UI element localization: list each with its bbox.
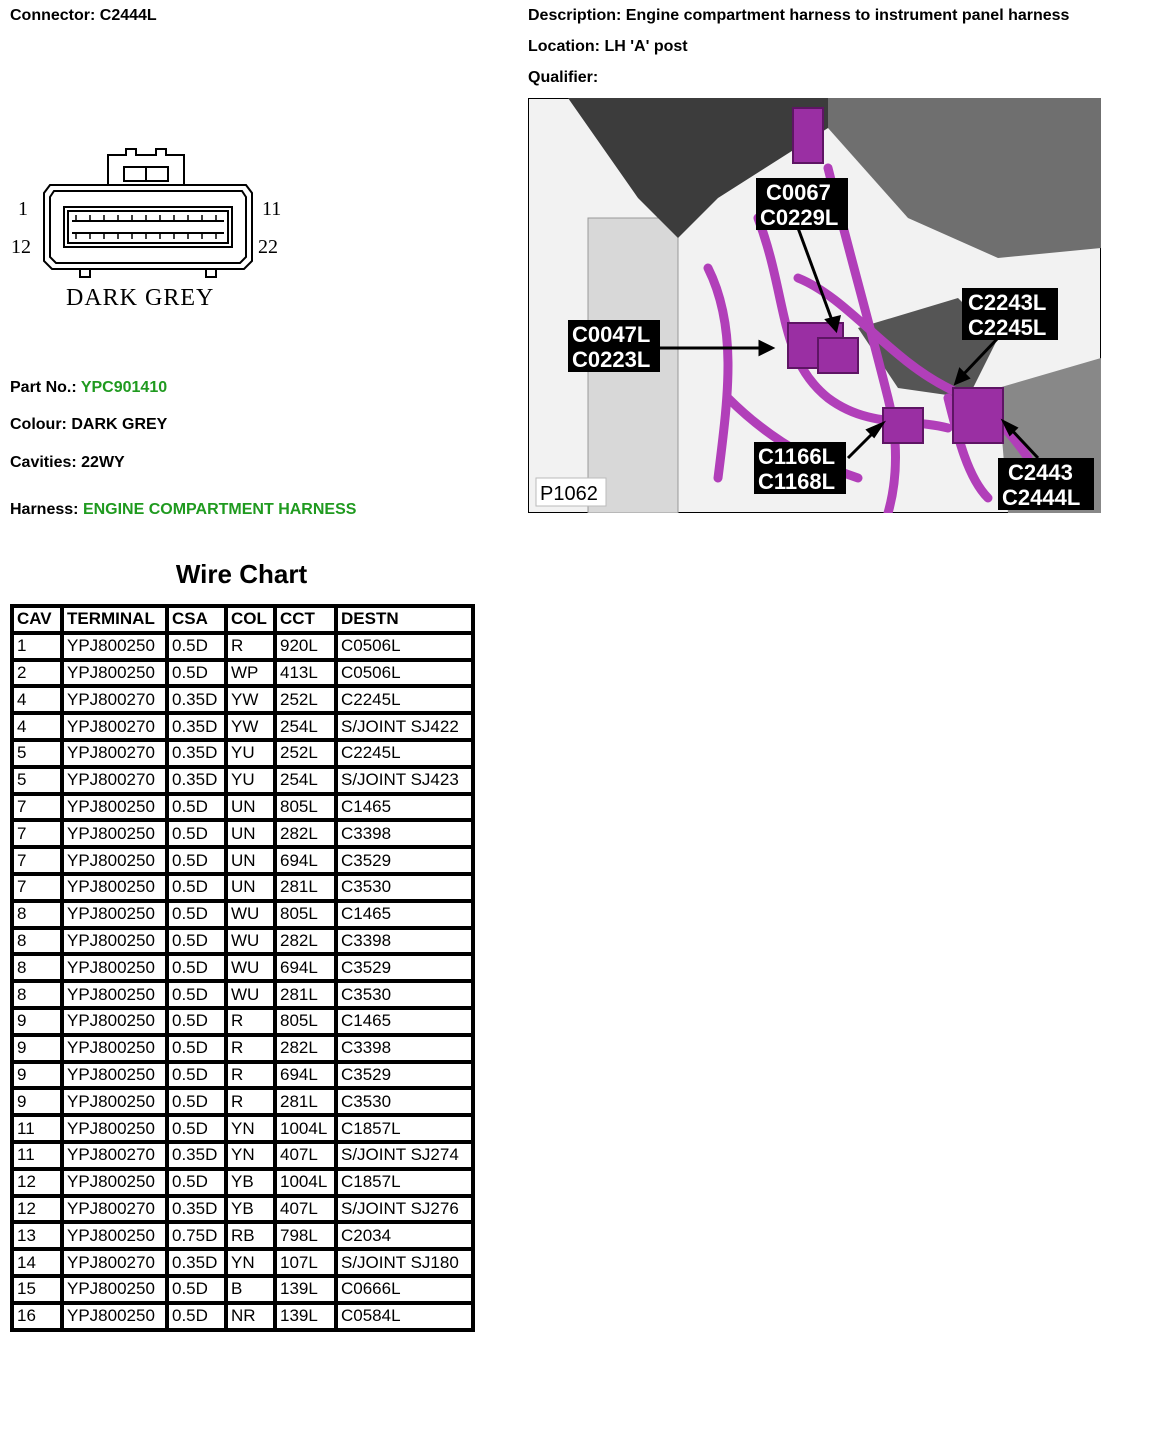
cav-cell: 15 [12, 1276, 62, 1303]
cav-cell: 16 [12, 1303, 62, 1330]
table-row [12, 1142, 473, 1169]
col-cell: YB [226, 1196, 275, 1223]
col-cell: YU [226, 740, 275, 767]
cct-cell: 281L [275, 981, 336, 1008]
callout-c0223l: C0223L [572, 347, 651, 372]
terminal-cell: YPJ800250 [62, 1115, 167, 1142]
terminal-cell: YPJ800250 [62, 1088, 167, 1115]
destn-cell: C3529 [336, 1062, 473, 1089]
table-row [12, 1008, 473, 1035]
csa-cell: 0.5D [167, 820, 226, 847]
callout-c2444l: C2444L [1002, 485, 1081, 510]
csa-cell: 0.5D [167, 901, 226, 928]
terminal-cell: YPJ800250 [62, 794, 167, 821]
cct-cell: 282L [275, 820, 336, 847]
destn-cell: C1465 [336, 1008, 473, 1035]
col-cell: WP [226, 660, 275, 687]
callout-c0047l: C0047L [572, 322, 651, 347]
col-cell: B [226, 1276, 275, 1303]
destn-cell: C2245L [336, 740, 473, 767]
cct-cell: 798L [275, 1222, 336, 1249]
cav-cell: 14 [12, 1249, 62, 1276]
terminal-cell: YPJ800250 [62, 928, 167, 955]
cct-cell: 107L [275, 1249, 336, 1276]
table-row [12, 901, 473, 928]
table-row [12, 713, 473, 740]
description-label: Description: [528, 7, 622, 24]
table-row [12, 981, 473, 1008]
col-cell: UN [226, 820, 275, 847]
csa-cell: 0.5D [167, 874, 226, 901]
destn-cell: C0666L [336, 1276, 473, 1303]
cav-cell: 11 [12, 1115, 62, 1142]
table-row [12, 633, 473, 660]
destn-cell: S/JOINT SJ180 [336, 1249, 473, 1276]
cav-cell: 13 [12, 1222, 62, 1249]
cct-cell: 252L [275, 740, 336, 767]
terminal-cell: YPJ800250 [62, 1276, 167, 1303]
connector-line [10, 7, 157, 25]
csa-cell: 0.35D [167, 740, 226, 767]
part-no-link[interactable]: YPC901410 [80, 379, 168, 396]
wire-chart-header-row [12, 606, 473, 633]
qualifier-line [528, 69, 598, 87]
callout-c1168l: C1168L [758, 469, 836, 494]
connector-location-photo [528, 98, 1101, 513]
cav-cell: 9 [12, 1088, 62, 1115]
cct-cell: 281L [275, 874, 336, 901]
csa-cell: 0.5D [167, 928, 226, 955]
harness-label: Harness: [10, 501, 79, 518]
csa-cell: 0.5D [167, 1169, 226, 1196]
col-header-csa: CSA [167, 606, 226, 633]
terminal-cell: YPJ800250 [62, 1222, 167, 1249]
csa-cell: 0.5D [167, 1276, 226, 1303]
pin-label-top-right: 11 [262, 198, 282, 220]
cav-cell: 7 [12, 847, 62, 874]
cav-cell: 8 [12, 901, 62, 928]
terminal-cell: YPJ800250 [62, 874, 167, 901]
col-header-col: COL [226, 606, 275, 633]
table-row [12, 820, 473, 847]
csa-cell: 0.5D [167, 1115, 226, 1142]
csa-cell: 0.5D [167, 633, 226, 660]
terminal-cell: YPJ800250 [62, 954, 167, 981]
destn-cell: C1857L [336, 1169, 473, 1196]
cct-cell: 407L [275, 1196, 336, 1223]
figure-id: P1062 [540, 483, 598, 505]
table-row [12, 660, 473, 687]
destn-cell: C1465 [336, 794, 473, 821]
terminal-cell: YPJ800250 [62, 981, 167, 1008]
csa-cell: 0.35D [167, 1196, 226, 1223]
cav-cell: 4 [12, 713, 62, 740]
terminal-cell: YPJ800270 [62, 1142, 167, 1169]
col-cell: NR [226, 1303, 275, 1330]
cct-cell: 254L [275, 767, 336, 794]
terminal-cell: YPJ800250 [62, 847, 167, 874]
cav-cell: 12 [12, 1169, 62, 1196]
terminal-cell: YPJ800250 [62, 1169, 167, 1196]
destn-cell: C3530 [336, 874, 473, 901]
cct-cell: 805L [275, 1008, 336, 1035]
destn-cell: C3398 [336, 820, 473, 847]
table-row [12, 874, 473, 901]
table-row [12, 928, 473, 955]
destn-cell: C0584L [336, 1303, 473, 1330]
table-row [12, 686, 473, 713]
cav-cell: 2 [12, 660, 62, 687]
col-cell: WU [226, 954, 275, 981]
destn-cell: C2034 [336, 1222, 473, 1249]
terminal-cell: YPJ800270 [62, 686, 167, 713]
callout-c2245l: C2245L [968, 315, 1047, 340]
connector-colour-caption: DARK GREY [66, 285, 215, 311]
col-cell: YW [226, 713, 275, 740]
pin-label-bottom-left: 12 [11, 236, 31, 258]
csa-cell: 0.35D [167, 767, 226, 794]
callout-c2243l: C2243L [968, 290, 1047, 315]
cct-cell: 694L [275, 1062, 336, 1089]
table-row [12, 847, 473, 874]
destn-cell: C3530 [336, 981, 473, 1008]
cct-cell: 920L [275, 633, 336, 660]
table-row [12, 767, 473, 794]
description-line [528, 7, 1069, 25]
location-label: Location: [528, 38, 600, 55]
col-cell: R [226, 633, 275, 660]
csa-cell: 0.5D [167, 1035, 226, 1062]
cav-cell: 5 [12, 740, 62, 767]
table-row [12, 1303, 473, 1330]
terminal-cell: YPJ800250 [62, 633, 167, 660]
csa-cell: 0.35D [167, 686, 226, 713]
cct-cell: 282L [275, 1035, 336, 1062]
colour-value: DARK GREY [71, 416, 168, 433]
csa-cell: 0.35D [167, 1249, 226, 1276]
cav-cell: 4 [12, 686, 62, 713]
cct-cell: 282L [275, 928, 336, 955]
cct-cell: 805L [275, 794, 336, 821]
destn-cell: S/JOINT SJ422 [336, 713, 473, 740]
callout-c0067: C0067 [766, 180, 831, 205]
destn-cell: C0506L [336, 633, 473, 660]
terminal-cell: YPJ800270 [62, 1196, 167, 1223]
col-cell: UN [226, 794, 275, 821]
table-row [12, 740, 473, 767]
col-cell: R [226, 1088, 275, 1115]
cct-cell: 407L [275, 1142, 336, 1169]
table-row [12, 1276, 473, 1303]
terminal-cell: YPJ800250 [62, 820, 167, 847]
col-cell: RB [226, 1222, 275, 1249]
terminal-cell: YPJ800270 [62, 713, 167, 740]
destn-cell: C3398 [336, 928, 473, 955]
destn-cell: S/JOINT SJ423 [336, 767, 473, 794]
col-cell: R [226, 1008, 275, 1035]
destn-cell: C0506L [336, 660, 473, 687]
part-no-label: Part No.: [10, 379, 77, 396]
col-cell: R [226, 1062, 275, 1089]
harness-line [10, 501, 356, 519]
col-cell: YN [226, 1115, 275, 1142]
csa-cell: 0.5D [167, 847, 226, 874]
cav-cell: 5 [12, 767, 62, 794]
col-header-destn: DESTN [336, 606, 473, 633]
cav-cell: 12 [12, 1196, 62, 1223]
csa-cell: 0.5D [167, 1008, 226, 1035]
table-row [12, 1169, 473, 1196]
cct-cell: 254L [275, 713, 336, 740]
col-header-cav: CAV [12, 606, 62, 633]
colour-line [10, 416, 167, 434]
csa-cell: 0.5D [167, 1303, 226, 1330]
cavities-label: Cavities: [10, 454, 77, 471]
cav-cell: 1 [12, 633, 62, 660]
harness-link[interactable]: ENGINE COMPARTMENT HARNESS [82, 501, 357, 518]
cav-cell: 7 [12, 820, 62, 847]
cct-cell: 139L [275, 1276, 336, 1303]
cct-cell: 252L [275, 686, 336, 713]
terminal-cell: YPJ800250 [62, 1303, 167, 1330]
csa-cell: 0.35D [167, 713, 226, 740]
cav-cell: 8 [12, 981, 62, 1008]
description-value: Engine compartment harness to instrument panel harness [625, 7, 1070, 24]
table-row [12, 1196, 473, 1223]
csa-cell: 0.5D [167, 981, 226, 1008]
table-row [12, 1035, 473, 1062]
col-cell: WU [226, 928, 275, 955]
wire-chart-table [10, 604, 475, 1332]
part-no-line [10, 379, 167, 397]
col-header-cct: CCT [275, 606, 336, 633]
wire-chart-body [12, 633, 473, 1330]
destn-cell: C3529 [336, 954, 473, 981]
destn-cell: C1465 [336, 901, 473, 928]
connector-label: Connector: [10, 7, 96, 24]
cct-cell: 694L [275, 847, 336, 874]
terminal-cell: YPJ800250 [62, 1035, 167, 1062]
connector-value: C2444L [99, 7, 157, 24]
colour-label: Colour: [10, 416, 67, 433]
col-header-terminal: TERMINAL [62, 606, 167, 633]
table-row [12, 1062, 473, 1089]
terminal-cell: YPJ800270 [62, 1249, 167, 1276]
csa-cell: 0.5D [167, 660, 226, 687]
cav-cell: 9 [12, 1062, 62, 1089]
csa-cell: 0.5D [167, 794, 226, 821]
pin-label-bottom-right: 22 [258, 236, 278, 258]
cavities-line [10, 454, 125, 472]
connector-face-diagram [8, 145, 298, 315]
table-row [12, 1249, 473, 1276]
table-row [12, 1088, 473, 1115]
wire-chart-title: Wire Chart [175, 559, 308, 589]
col-cell: YU [226, 767, 275, 794]
destn-cell: C2245L [336, 686, 473, 713]
cav-cell: 9 [12, 1035, 62, 1062]
csa-cell: 0.5D [167, 1062, 226, 1089]
cct-cell: 1004L [275, 1115, 336, 1142]
cct-cell: 139L [275, 1303, 336, 1330]
cct-cell: 281L [275, 1088, 336, 1115]
cct-cell: 805L [275, 901, 336, 928]
pin-label-top-left: 1 [18, 198, 28, 220]
location-value: LH 'A' post [604, 38, 688, 55]
table-row [12, 1115, 473, 1142]
csa-cell: 0.35D [167, 1142, 226, 1169]
col-cell: WU [226, 901, 275, 928]
callout-c0229l: C0229L [760, 205, 839, 230]
terminal-cell: YPJ800250 [62, 1008, 167, 1035]
cav-cell: 8 [12, 954, 62, 981]
col-cell: R [226, 1035, 275, 1062]
cct-cell: 694L [275, 954, 336, 981]
cav-cell: 7 [12, 794, 62, 821]
terminal-cell: YPJ800270 [62, 767, 167, 794]
table-row [12, 794, 473, 821]
col-cell: UN [226, 874, 275, 901]
terminal-cell: YPJ800250 [62, 901, 167, 928]
destn-cell: S/JOINT SJ274 [336, 1142, 473, 1169]
callout-c1166l: C1166L [758, 444, 836, 469]
destn-cell: C3530 [336, 1088, 473, 1115]
cct-cell: 1004L [275, 1169, 336, 1196]
table-row [12, 954, 473, 981]
location-line [528, 38, 688, 56]
cav-cell: 7 [12, 874, 62, 901]
destn-cell: C3529 [336, 847, 473, 874]
csa-cell: 0.75D [167, 1222, 226, 1249]
cav-cell: 8 [12, 928, 62, 955]
col-cell: UN [226, 847, 275, 874]
col-cell: YW [226, 686, 275, 713]
cavities-value: 22WY [81, 454, 125, 471]
terminal-cell: YPJ800270 [62, 740, 167, 767]
terminal-cell: YPJ800250 [62, 660, 167, 687]
qualifier-label: Qualifier: [528, 69, 599, 86]
csa-cell: 0.5D [167, 1088, 226, 1115]
col-cell: WU [226, 981, 275, 1008]
col-cell: YN [226, 1142, 275, 1169]
destn-cell: C3398 [336, 1035, 473, 1062]
callout-c2443: C2443 [1008, 460, 1073, 485]
destn-cell: S/JOINT SJ276 [336, 1196, 473, 1223]
csa-cell: 0.5D [167, 954, 226, 981]
cav-cell: 11 [12, 1142, 62, 1169]
table-row [12, 1222, 473, 1249]
col-cell: YN [226, 1249, 275, 1276]
cct-cell: 413L [275, 660, 336, 687]
col-cell: YB [226, 1169, 275, 1196]
destn-cell: C1857L [336, 1115, 473, 1142]
cav-cell: 9 [12, 1008, 62, 1035]
terminal-cell: YPJ800250 [62, 1062, 167, 1089]
